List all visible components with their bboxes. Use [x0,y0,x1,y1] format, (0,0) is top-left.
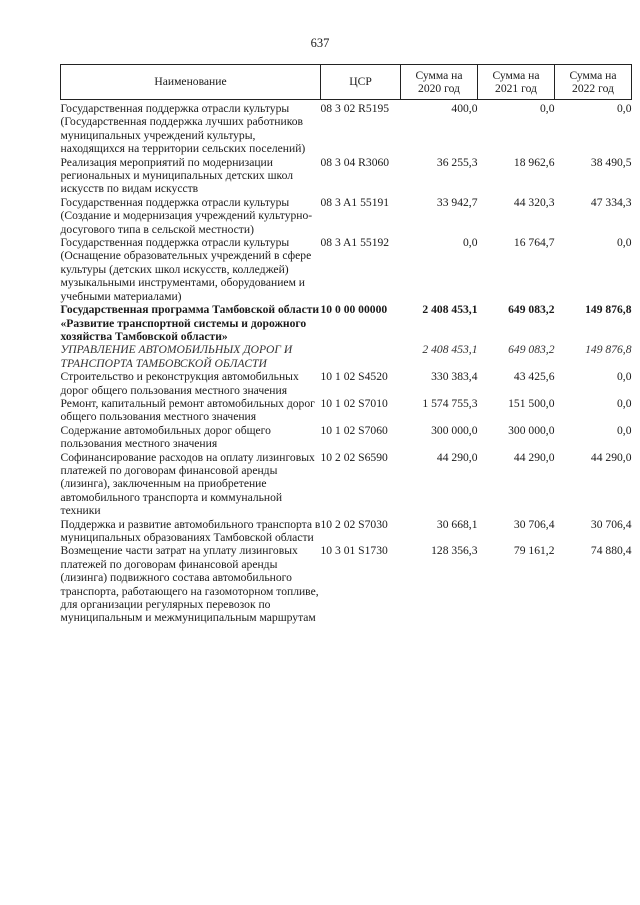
row-csr: 08 3 A1 55191 [320,195,390,209]
page-number: 637 [310,36,330,50]
row-csr: 10 2 02 S7030 [320,517,388,531]
row-csr: 08 3 04 R3060 [320,155,390,169]
row-name: Содержание автомобильных дорог общего пользования местного значения [60,423,271,451]
row-csr: 10 0 00 00000 [320,303,388,317]
row-sum-2022: 30 706,4 [590,517,632,531]
row-name: УПРАВЛЕНИЕ АВТОМОБИЛЬНЫХ ДОРОГ И ТРАНСПОРТА ТАМБОВСКОЙ ОБЛАСТИ [60,343,293,370]
row-sum-2022: 0,0 [617,423,632,437]
row-csr [321,343,401,370]
table-row [61,236,632,303]
table-row [61,518,632,545]
row-csr: 10 2 02 S6590 [320,450,388,464]
row-sum-2020: 128 356,3 [431,544,478,558]
row-csr: 10 1 02 S4520 [320,370,388,384]
row-name: Строительство и реконструкция автомобильных дорог общего пользования местного значения [60,370,299,397]
row-name: Государственная поддержка отрасли культуры (Создание и модернизация учреждений культурно-досугового типа в сельской местности) [60,195,313,236]
row-csr: 10 1 02 S7060 [320,423,388,437]
row-name: Возмещение части затрат на уплату лизинговых платежей по договорам финансовой аренды (лизинга) подвижного состава автомобильного транспорта, работающего на газомоторном топливе, для организации регулярных перевозок по муниципальным и межмуниципальным маршрутам [60,544,319,625]
row-csr: 08 3 02 R5195 [320,102,390,115]
row-sum-2020: 300 000,0 [431,423,478,437]
table-header-row [61,65,632,100]
row-sum-2020: 44 290,0 [436,450,478,464]
table-row [61,370,632,397]
row-sum-2022: 0,0 [617,236,632,250]
row-sum-2020: 0,0 [463,236,478,250]
row-sum-2021: 44 320,3 [513,195,555,209]
row-csr: 10 1 02 S7010 [320,396,388,410]
row-sum-2022: 0,0 [617,102,632,115]
row-sum-2020: 330 383,4 [431,370,478,384]
row-sum-2021: 43 425,6 [513,370,555,384]
row-sum-2020: 400,0 [451,102,478,115]
row-sum-2022: 149 876,8 [585,343,632,357]
row-name: Ремонт, капитальный ремонт автомобильных дорог общего пользования местного значения [60,396,315,424]
row-name: Поддержка и развитие автомобильного транспорта в муниципальных образованиях Тамбовской области [60,517,321,544]
header-name: Наименование [61,65,321,100]
row-sum-2021: 44 290,0 [513,450,555,464]
row-csr: 10 3 01 S1730 [320,544,388,558]
table-row [61,424,632,451]
header-sum-2021: Сумма на 2021 год [478,65,555,100]
row-sum-2021: 300 000,0 [508,423,555,437]
row-sum-2022: 0,0 [617,370,632,384]
row-sum-2020: 36 255,3 [436,155,478,169]
row-sum-2021: 649 083,2 [508,343,555,357]
row-sum-2021: 151 500,0 [508,396,555,410]
program-total-row [61,303,632,343]
row-name: Государственная программа Тамбовской области «Развитие транспортной системы и дорожного хозяйства Тамбовской области» [60,303,320,343]
row-sum-2022: 149 876,8 [585,303,632,317]
row-sum-2022: 44 290,0 [590,450,632,464]
row-sum-2022: 0,0 [617,396,632,410]
row-sum-2021: 30 706,4 [513,517,555,531]
table-row [61,397,632,424]
department-total-row [61,343,632,370]
header-sum-2020: Сумма на 2020 год [401,65,478,100]
budget-table [60,64,632,625]
row-sum-2020: 33 942,7 [436,195,478,209]
table-row [61,156,632,196]
row-sum-2020: 2 408 453,1 [422,303,478,317]
row-sum-2021: 16 764,7 [513,236,555,250]
row-sum-2020: 1 574 755,3 [422,396,478,410]
row-sum-2022: 47 334,3 [590,195,632,209]
row-name: Государственная поддержка отрасли культуры (Оснащение образовательных учреждений в сфере культуры (детских школ искусств, колледжей) музыкальными инструментами, оборудованием и учебными материалами) [60,236,312,303]
row-sum-2022: 38 490,5 [590,155,632,169]
row-sum-2020: 30 668,1 [436,517,478,531]
table-row [61,451,632,518]
table-row [61,196,632,236]
row-sum-2021: 0,0 [540,102,555,115]
row-sum-2021: 649 083,2 [508,303,555,317]
row-sum-2022: 74 880,4 [590,544,632,558]
header-sum-2022: Сумма на 2022 год [555,65,632,100]
row-sum-2021: 18 962,6 [513,155,555,169]
row-sum-2021: 79 161,2 [513,544,555,558]
row-name: Реализация мероприятий по модернизации региональных и муниципальных детских школ искусств по видам искусств [60,155,294,196]
row-csr: 08 3 A1 55192 [320,236,390,250]
row-name: Государственная поддержка отрасли культуры (Государственная поддержка лучших работников муниципальных учреждений культуры, находящихся на территории сельских поселений) [60,102,306,156]
table-row [61,544,632,624]
table-row [61,100,632,156]
header-csr: ЦСР [321,65,401,100]
row-sum-2020: 2 408 453,1 [422,343,478,357]
row-name: Софинансирование расходов на оплату лизинговых платежей по договорам финансовой аренды (лизинга), заключенным на приобретение автомобильного транспорта и коммунальной техники [60,450,315,518]
